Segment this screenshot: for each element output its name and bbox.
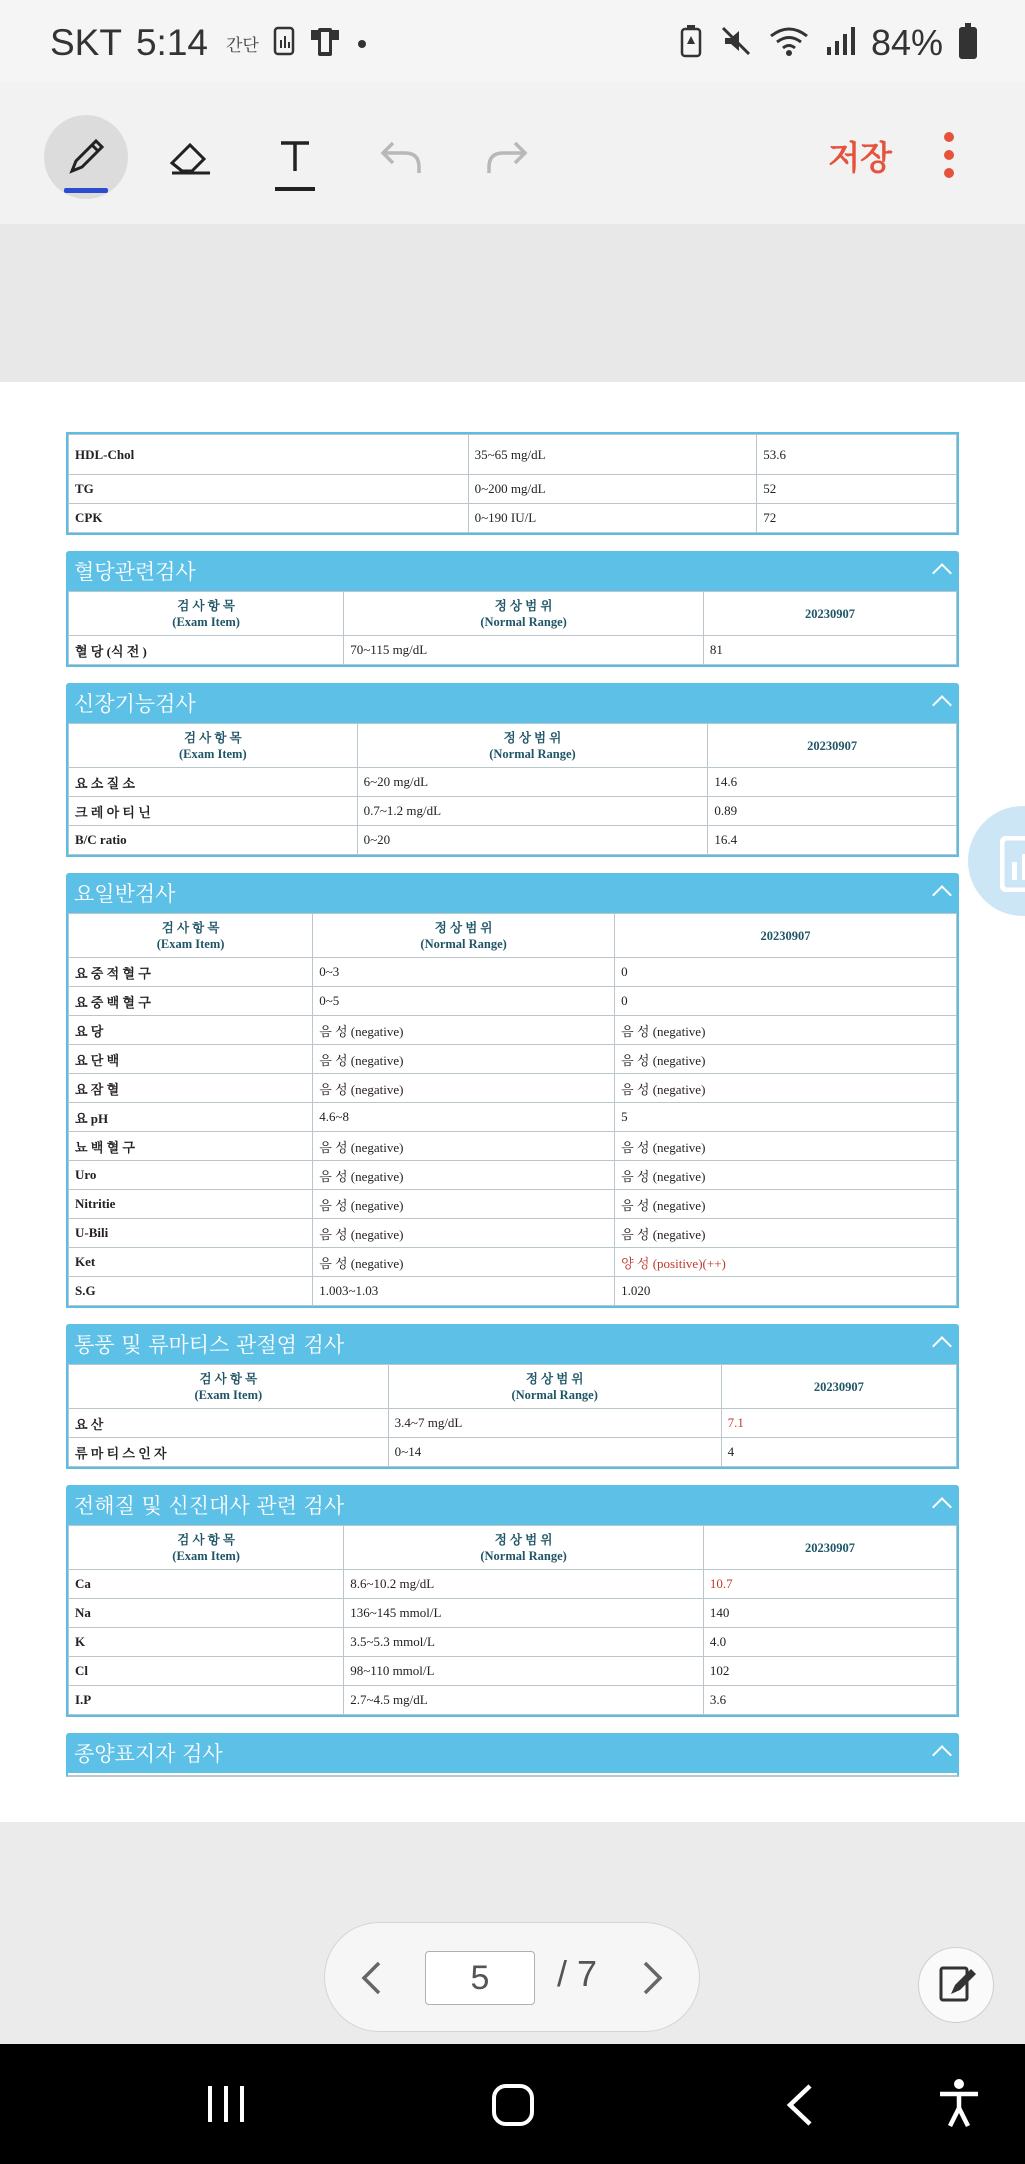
cell-value: 52 <box>757 475 957 504</box>
header-date <box>703 592 956 636</box>
header-date-ko: 20230907 <box>813 1379 864 1394</box>
cell-range: 3.5~5.3 mmol/L <box>344 1628 704 1657</box>
cell-item: 요 당 <box>69 1016 313 1045</box>
cell-value: 72 <box>757 504 957 533</box>
section-title: 요일반검사 <box>74 882 176 906</box>
header-exam-item-en: (Exam Item) <box>178 746 247 761</box>
battery-icon <box>959 27 977 59</box>
cell-item: I.P <box>69 1686 344 1715</box>
table-header-row <box>69 592 957 636</box>
cell-item: Nitritie <box>69 1190 313 1219</box>
header-normal-range-en: (Normal Range) <box>480 614 567 629</box>
collapse-chevron-icon[interactable] <box>932 1745 952 1765</box>
cell-item: 요 중 적 혈 구 <box>69 958 313 987</box>
table-row <box>69 1074 957 1103</box>
results-table <box>66 1525 959 1717</box>
cell-value: 음 성 (negative) <box>615 1161 957 1190</box>
cell-value: 5 <box>615 1103 957 1132</box>
cell-item: 요 산 <box>69 1409 389 1438</box>
table-row <box>69 826 957 855</box>
collapse-chevron-icon[interactable] <box>932 695 952 715</box>
table-row <box>69 1190 957 1219</box>
cell-value: 16.4 <box>708 826 957 855</box>
battery-saver-icon <box>679 24 703 62</box>
cell-range: 136~145 mmol/L <box>344 1599 704 1628</box>
table-row <box>69 1016 957 1045</box>
cell-value: 음 성 (negative) <box>615 1132 957 1161</box>
header-normal-range-en: (Normal Range) <box>511 1387 598 1402</box>
table-row <box>69 768 957 797</box>
cell-item: 요 소 질 소 <box>69 768 358 797</box>
cell-item: 크 레 아 티 닌 <box>69 797 358 826</box>
header-date <box>703 1526 956 1570</box>
more-dot-icon <box>944 150 954 160</box>
chart-notification-icon <box>273 26 295 60</box>
cell-range: 0~200 mg/dL <box>468 475 757 504</box>
table-header-row <box>69 1365 957 1409</box>
dot-icon <box>357 34 367 53</box>
sign-pen-icon <box>937 1964 977 2006</box>
header-exam-item <box>69 1365 389 1409</box>
table-row <box>69 1219 957 1248</box>
cell-range: 음 성 (negative) <box>313 1248 615 1277</box>
table-row <box>69 1628 957 1657</box>
battery-percent: 84% <box>870 22 943 63</box>
next-page-button[interactable] <box>641 1959 665 1997</box>
carrier-label: SKT <box>50 22 122 63</box>
header-exam-item-ko: 검 사 항 목 <box>183 730 242 745</box>
cell-item: 요 pH <box>69 1103 313 1132</box>
cell-item: Uro <box>69 1161 313 1190</box>
cell-item: HDL-Chol <box>69 435 469 475</box>
header-normal-range-en: (Normal Range) <box>420 936 507 951</box>
cell-value: 53.6 <box>757 435 957 475</box>
collapse-chevron-icon[interactable] <box>932 1497 952 1517</box>
section-header[interactable] <box>66 683 959 723</box>
cell-range: 6~20 mg/dL <box>357 768 708 797</box>
cell-value: 음 성 (negative) <box>615 1219 957 1248</box>
cell-value: 0 <box>615 958 957 987</box>
cell-item: B/C ratio <box>69 826 358 855</box>
eraser-icon <box>166 135 214 179</box>
header-normal-range-ko: 정 상 범 위 <box>434 920 493 935</box>
cell-range: 70~115 mg/dL <box>344 636 704 665</box>
cell-value: 14.6 <box>708 768 957 797</box>
cell-range: 음 성 (negative) <box>313 1190 615 1219</box>
header-normal-range-ko: 정 상 범 위 <box>494 598 553 613</box>
cell-item: Na <box>69 1599 344 1628</box>
undo-button[interactable] <box>360 115 444 199</box>
text-icon <box>275 137 315 177</box>
header-date-ko: 20230907 <box>804 606 855 621</box>
pen-icon <box>64 135 108 179</box>
status-small-text: 간단 <box>225 35 259 56</box>
section-header[interactable] <box>66 1485 959 1525</box>
text-color-indicator <box>275 187 315 191</box>
results-table <box>66 1364 959 1469</box>
section-title: 통풍 및 류마티스 관절염 검사 <box>74 1333 345 1357</box>
table-row <box>69 1657 957 1686</box>
header-exam-item-en: (Exam Item) <box>172 1548 240 1563</box>
cell-range: 0~3 <box>313 958 615 987</box>
table-row <box>69 797 957 826</box>
header-normal-range-en: (Normal Range) <box>489 746 576 761</box>
eraser-tool-button[interactable] <box>148 115 232 199</box>
mute-icon <box>719 24 753 62</box>
page-navigator <box>324 1922 700 2032</box>
cell-range: 98~110 mmol/L <box>344 1657 704 1686</box>
section-tumor-markers <box>66 1733 959 1777</box>
section-blood-glucose <box>66 551 959 667</box>
section-gout-rheumatism <box>66 1324 959 1469</box>
cell-item: 요 단 백 <box>69 1045 313 1074</box>
previous-page-button[interactable] <box>359 1959 383 1997</box>
screen-mirror-icon <box>309 24 343 62</box>
table-row <box>69 1161 957 1190</box>
recent-apps-button[interactable] <box>204 2082 248 2126</box>
cell-item: K <box>69 1628 344 1657</box>
table-row <box>69 958 957 987</box>
section-header[interactable] <box>66 1324 959 1364</box>
cell-range: 음 성 (negative) <box>313 1074 615 1103</box>
cell-item: 요 중 백 혈 구 <box>69 987 313 1016</box>
page-total: / 7 <box>557 1953 598 1994</box>
section-title: 혈당관련검사 <box>74 560 196 584</box>
cell-item: Cl <box>69 1657 344 1686</box>
cell-range: 8.6~10.2 mg/dL <box>344 1570 704 1599</box>
cell-range: 음 성 (negative) <box>313 1219 615 1248</box>
section-title: 신장기능검사 <box>74 692 196 716</box>
header-date <box>708 724 957 768</box>
cell-item: U-Bili <box>69 1219 313 1248</box>
header-normal-range-ko: 정 상 범 위 <box>525 1371 584 1386</box>
cell-item: CPK <box>69 504 469 533</box>
more-dot-icon <box>944 132 954 142</box>
cell-range: 0~190 IU/L <box>468 504 757 533</box>
text-tool-button[interactable] <box>253 115 337 199</box>
header-normal-range <box>313 914 615 958</box>
collapse-chevron-icon[interactable] <box>932 563 952 583</box>
section-kidney-function <box>66 683 959 857</box>
table-row <box>69 475 957 504</box>
cell-value: 7.1 <box>721 1409 956 1438</box>
table-row <box>69 1570 957 1599</box>
more-dot-icon <box>944 168 954 178</box>
collapse-chevron-icon[interactable] <box>932 1336 952 1356</box>
pen-color-indicator <box>64 188 108 193</box>
home-button[interactable] <box>490 2082 536 2128</box>
cell-item: 류 마 티 스 인 자 <box>69 1438 389 1467</box>
results-table <box>66 913 959 1308</box>
table-row <box>69 1599 957 1628</box>
system-navigation-bar <box>0 2044 1025 2164</box>
header-date-ko: 20230907 <box>804 1540 855 1555</box>
cell-value: 음 성 (negative) <box>615 1190 957 1219</box>
cell-range: 음 성 (negative) <box>313 1132 615 1161</box>
section-header[interactable] <box>66 1733 959 1773</box>
signal-icon <box>825 25 855 61</box>
header-exam-item <box>69 592 344 636</box>
section-urinalysis <box>66 873 959 1308</box>
cell-value: 0.89 <box>708 797 957 826</box>
results-table <box>66 723 959 857</box>
cell-value: 4 <box>721 1438 956 1467</box>
cell-range: 35~65 mg/dL <box>468 435 757 475</box>
table-row <box>69 435 957 475</box>
pen-tool-button[interactable] <box>44 115 128 199</box>
lipid-table-tail <box>66 432 959 535</box>
header-normal-range <box>344 1526 704 1570</box>
table-header-row <box>69 724 957 768</box>
status-bar <box>0 0 1025 82</box>
table-row <box>69 1132 957 1161</box>
cell-range: 음 성 (negative) <box>313 1161 615 1190</box>
cell-range: 1.003~1.03 <box>313 1277 615 1306</box>
cell-value: 102 <box>703 1657 956 1686</box>
cell-range: 3.4~7 mg/dL <box>388 1409 721 1438</box>
cell-value: 양 성 (positive)(++) <box>615 1248 957 1277</box>
table-row <box>69 1277 957 1306</box>
header-date-ko: 20230907 <box>760 928 811 943</box>
section-title: 전해질 및 신진대사 관련 검사 <box>74 1494 345 1518</box>
cell-range: 4.6~8 <box>313 1103 615 1132</box>
cell-value: 10.7 <box>703 1570 956 1599</box>
redo-icon <box>483 137 529 177</box>
header-date <box>615 914 957 958</box>
results-table <box>66 591 959 667</box>
cell-range: 0.7~1.2 mg/dL <box>357 797 708 826</box>
cell-value: 140 <box>703 1599 956 1628</box>
table-row <box>69 1409 957 1438</box>
save-button[interactable]: 저장 <box>828 138 892 177</box>
table-row <box>69 987 957 1016</box>
cell-value: 81 <box>703 636 956 665</box>
page-number-input[interactable]: 5 <box>425 1951 535 2005</box>
cell-value: 0 <box>615 987 957 1016</box>
cell-item: 혈 당 (식 전 ) <box>69 636 344 665</box>
cell-value: 음 성 (negative) <box>615 1074 957 1103</box>
editor-toolbar <box>0 82 1025 224</box>
back-button[interactable] <box>784 2082 814 2128</box>
document-content <box>66 432 959 1777</box>
more-options-button[interactable] <box>943 132 955 178</box>
header-exam-item-en: (Exam Item) <box>194 1387 263 1402</box>
cell-value: 음 성 (negative) <box>615 1045 957 1074</box>
cell-range: 0~20 <box>357 826 708 855</box>
phone-chart-icon <box>1000 836 1025 892</box>
section-header[interactable] <box>66 873 959 913</box>
table-row <box>69 1248 957 1277</box>
cell-value: 3.6 <box>703 1686 956 1715</box>
cell-value: 4.0 <box>703 1628 956 1657</box>
header-exam-item <box>69 1526 344 1570</box>
cell-range: 2.7~4.5 mg/dL <box>344 1686 704 1715</box>
cell-value: 1.020 <box>615 1277 957 1306</box>
table-row <box>69 1103 957 1132</box>
cell-item: S.G <box>69 1277 313 1306</box>
table-row <box>69 1438 957 1467</box>
cell-item: 요 잠 혈 <box>69 1074 313 1103</box>
cell-range: 0~14 <box>388 1438 721 1467</box>
header-normal-range <box>344 592 704 636</box>
header-normal-range <box>388 1365 721 1409</box>
header-normal-range-ko: 정 상 범 위 <box>494 1532 553 1547</box>
cell-item: 뇨 백 혈 구 <box>69 1132 313 1161</box>
header-exam-item <box>69 724 358 768</box>
header-normal-range-en: (Normal Range) <box>480 1548 567 1563</box>
header-exam-item <box>69 914 313 958</box>
cell-range: 음 성 (negative) <box>313 1045 615 1074</box>
section-body-stub <box>66 1773 959 1777</box>
cell-item: TG <box>69 475 469 504</box>
table-row <box>69 504 957 533</box>
sign-document-button[interactable] <box>918 1947 994 2023</box>
header-exam-item-en: (Exam Item) <box>172 614 240 629</box>
wifi-icon <box>769 24 809 62</box>
table-header-row <box>69 914 957 958</box>
cell-item: Ca <box>69 1570 344 1599</box>
redo-button[interactable] <box>464 115 548 199</box>
section-title: 종양표지자 검사 <box>74 1742 223 1766</box>
section-electrolytes <box>66 1485 959 1717</box>
header-exam-item-ko: 검 사 항 목 <box>161 920 220 935</box>
header-exam-item-ko: 검 사 항 목 <box>199 1371 258 1386</box>
header-exam-item-ko: 검 사 항 목 <box>177 1532 235 1547</box>
cell-item: Ket <box>69 1248 313 1277</box>
table-row <box>69 1045 957 1074</box>
page-gap <box>0 224 1025 382</box>
header-date <box>721 1365 956 1409</box>
table-header-row <box>69 1526 957 1570</box>
header-exam-item-en: (Exam Item) <box>156 936 225 951</box>
table-row <box>69 1686 957 1715</box>
section-header[interactable] <box>66 551 959 591</box>
clock: 5:14 <box>135 22 208 63</box>
header-normal-range-ko: 정 상 범 위 <box>503 730 562 745</box>
document-page[interactable] <box>0 382 1025 1822</box>
table-row <box>69 636 957 665</box>
header-exam-item-ko: 검 사 항 목 <box>177 598 235 613</box>
header-date-ko: 20230907 <box>807 738 858 753</box>
cell-value: 음 성 (negative) <box>615 1016 957 1045</box>
header-normal-range <box>357 724 708 768</box>
undo-icon <box>379 137 425 177</box>
cell-range: 0~5 <box>313 987 615 1016</box>
cell-range: 음 성 (negative) <box>313 1016 615 1045</box>
collapse-chevron-icon[interactable] <box>932 885 952 905</box>
accessibility-icon[interactable] <box>936 2078 982 2128</box>
